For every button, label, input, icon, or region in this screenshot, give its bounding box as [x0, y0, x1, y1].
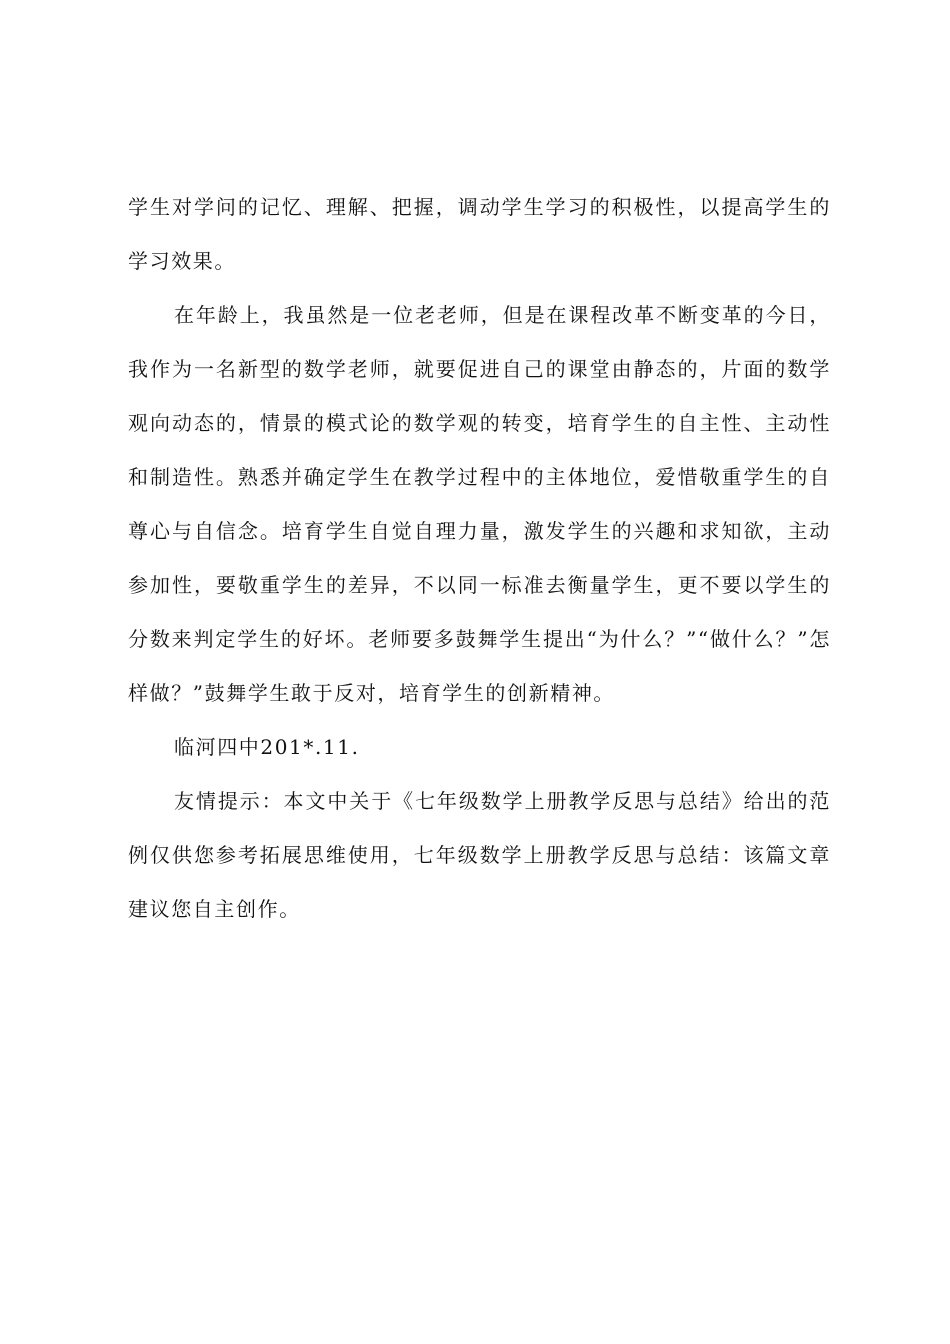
friendly-notice: 友情提示：本文中关于《七年级数学上册教学反思与总结》给出的范例仅供您参考拓展思维使用，七年级数学上册教学反思与总结：该篇文章建议您自主创作。	[128, 789, 831, 921]
document-body	[128, 180, 831, 936]
paragraph-reflection: 在年龄上，我虽然是一位老老师，但是在课程改革不断变革的今日，我作为一名新型的数学老师，就要促进自己的课堂由静态的，片面的数学观向动态的，情景的模式论的数学观的转变，培育学生的自主性、主动性和制造性。熟悉并确定学生在教学过程中的主体地位，爱惜敬重学生的自尊心与自信念。培育学生自觉自理力量，激发学生的兴趣和求知欲，主动参加性，要敬重学生的差异，不以同一标准去衡量学生，更不要以学生的分数来判定学生的好坏。老师要多鼓舞学生提出“为什么？”“做什么？”怎样做？”鼓舞学生敢于反对，培育学生的创新精神。	[128, 303, 831, 705]
school-signature-date: 临河四中201*.11.	[174, 735, 360, 759]
paragraph-continuation: 学生对学问的记忆、理解、把握，调动学生学习的积极性，以提高学生的学习效果。	[128, 195, 831, 273]
